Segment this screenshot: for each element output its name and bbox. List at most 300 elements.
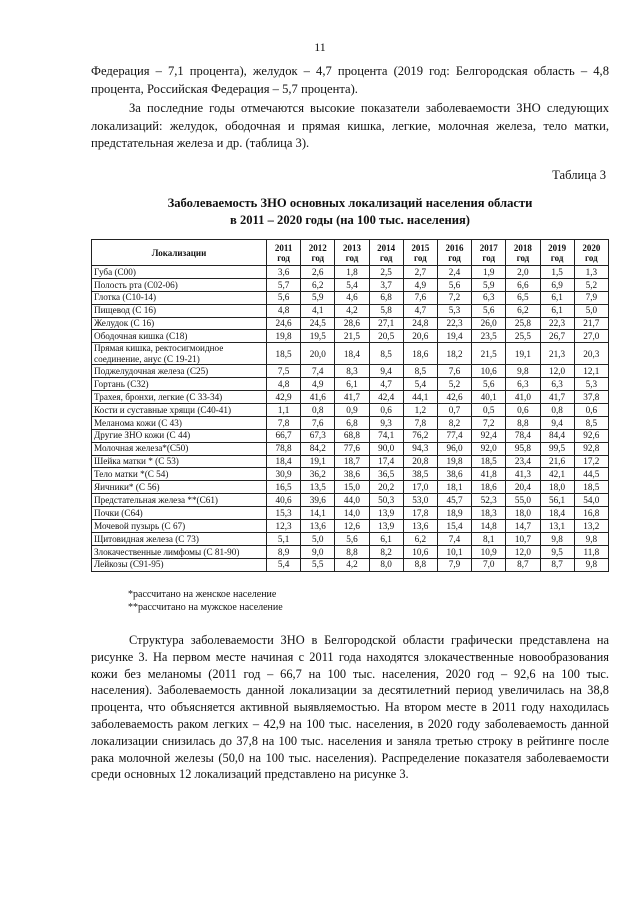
row-value: 6,3: [472, 291, 506, 304]
row-value: 12,0: [506, 545, 540, 558]
header-year-value: 2019: [548, 242, 567, 253]
header-year-unit: год: [379, 252, 393, 263]
row-value: 2,6: [301, 266, 335, 279]
row-value: 55,0: [506, 494, 540, 507]
row-value: 8,8: [403, 558, 437, 571]
row-value: 5,6: [437, 278, 471, 291]
row-value: 18,4: [267, 455, 301, 468]
row-value: 5,9: [472, 278, 506, 291]
row-value: 13,2: [574, 520, 608, 533]
row-localization: Желудок (С 16): [92, 317, 267, 330]
row-value: 5,3: [437, 304, 471, 317]
row-value: 0,6: [369, 404, 403, 417]
row-value: 13,9: [369, 507, 403, 520]
row-value: 84,4: [540, 429, 574, 442]
row-localization: Предстательная железа **(С61): [92, 494, 267, 507]
row-value: 7,9: [574, 291, 608, 304]
row-value: 20,4: [506, 481, 540, 494]
row-value: 6,1: [369, 532, 403, 545]
table-row: [92, 304, 609, 317]
row-value: 23,4: [506, 455, 540, 468]
row-value: 5,9: [301, 291, 335, 304]
row-value: 18,4: [335, 343, 369, 365]
table-row: [92, 416, 609, 429]
row-value: 8,5: [369, 343, 403, 365]
header-year-unit: год: [585, 252, 598, 263]
table-row: [92, 330, 609, 343]
row-value: 94,3: [403, 442, 437, 455]
row-value: 41,8: [472, 468, 506, 481]
table-row: [92, 442, 609, 455]
row-localization: Прямая кишка, ректосигмоидное соединение, анус (С 19-21): [92, 343, 267, 365]
incidence-table: [91, 239, 609, 572]
header-year-unit: год: [448, 252, 461, 263]
row-value: 14,7: [506, 520, 540, 533]
row-value: 6,5: [506, 291, 540, 304]
table-title-line-2: в 2011 – 2020 годы (на 100 тыс. населения): [230, 213, 470, 227]
row-value: 20,3: [574, 343, 608, 365]
row-value: 20,6: [403, 330, 437, 343]
header-year-value: 2014: [377, 242, 396, 253]
header-year-unit: год: [277, 252, 290, 263]
table-title: [91, 195, 609, 229]
row-value: 17,4: [369, 455, 403, 468]
header-year-value: 2016: [445, 242, 464, 253]
row-value: 19,8: [437, 455, 471, 468]
row-localization: Молочная железа*(С50): [92, 442, 267, 455]
row-value: 3,6: [267, 266, 301, 279]
header-localization: Локализации: [92, 240, 267, 266]
row-value: 21,6: [540, 455, 574, 468]
row-value: 74,1: [369, 429, 403, 442]
paragraph-3: Структура заболеваемости ЗНО в Белгородской области графически представлена на рисунке 3. На первом месте начиная с 2011 года находятся злокачественные новообразования кожи без меланомы (2011 год – 66,7 на 100 тыс. населения, 2020 год – 92,6 на 100 тыс. населения). Заболеваемость данной локализации за десятилетний период увеличилась на 38,8 процента, что объясняется активной выявляемостью. На втором месте в 2011 году находилась заболеваемость раком легких – 42,9 на 100 тыс. населения, в 2020 году заболеваемость данной локализации снизилась до 37,8 на 100 тыс. населения и заняла третью строку в рейтинге после рака молочной железы (50,0 на 100 тыс. населения). Распределение показателя заболеваемости среди основных 12 локализаций представлено на рисунке 3.: [91, 633, 609, 782]
row-value: 6,3: [506, 378, 540, 391]
row-value: 78,4: [506, 429, 540, 442]
header-year-unit: год: [345, 252, 359, 263]
row-value: 18,5: [267, 343, 301, 365]
row-value: 7,2: [472, 416, 506, 429]
table-row: [92, 545, 609, 558]
row-value: 90,0: [369, 442, 403, 455]
row-value: 4,8: [267, 304, 301, 317]
row-value: 38,6: [335, 468, 369, 481]
row-value: 13,6: [301, 520, 335, 533]
row-value: 6,2: [506, 304, 540, 317]
row-value: 9,8: [540, 532, 574, 545]
row-value: 77,6: [335, 442, 369, 455]
header-year-unit: год: [414, 252, 427, 263]
row-value: 0,7: [437, 404, 471, 417]
row-value: 9,4: [540, 416, 574, 429]
header-year: [335, 240, 369, 266]
header-year: [437, 240, 471, 266]
row-value: 18,5: [472, 455, 506, 468]
row-value: 5,4: [267, 558, 301, 571]
row-value: 13,5: [301, 481, 335, 494]
row-value: 42,6: [437, 391, 471, 404]
row-value: 4,9: [403, 278, 437, 291]
row-value: 16,5: [267, 481, 301, 494]
row-value: 0,9: [335, 404, 369, 417]
row-value: 96,0: [437, 442, 471, 455]
row-value: 12,1: [574, 365, 608, 378]
row-value: 10,9: [472, 545, 506, 558]
row-value: 9,4: [369, 365, 403, 378]
row-value: 54,0: [574, 494, 608, 507]
row-value: 14,0: [335, 507, 369, 520]
row-value: 77,4: [437, 429, 471, 442]
table-row: [92, 317, 609, 330]
row-value: 2,0: [506, 266, 540, 279]
row-value: 9,8: [574, 532, 608, 545]
table-title-line-1: Заболеваемость ЗНО основных локализаций населения области: [167, 196, 533, 210]
row-value: 92,8: [574, 442, 608, 455]
row-value: 24,6: [267, 317, 301, 330]
row-value: 1,2: [403, 404, 437, 417]
row-value: 8,9: [267, 545, 301, 558]
row-value: 0,6: [574, 404, 608, 417]
row-value: 38,6: [437, 468, 471, 481]
row-value: 6,2: [403, 532, 437, 545]
row-value: 7,0: [472, 558, 506, 571]
row-value: 9,8: [506, 365, 540, 378]
row-value: 7,4: [301, 365, 335, 378]
row-value: 5,4: [335, 278, 369, 291]
table-row: [92, 455, 609, 468]
row-value: 7,2: [437, 291, 471, 304]
table-row: [92, 391, 609, 404]
row-value: 5,2: [437, 378, 471, 391]
row-value: 42,9: [267, 391, 301, 404]
row-value: 19,8: [267, 330, 301, 343]
row-value: 52,3: [472, 494, 506, 507]
row-value: 14,1: [301, 507, 335, 520]
row-value: 9,0: [301, 545, 335, 558]
header-year-value: 2020: [582, 242, 601, 253]
row-value: 92,6: [574, 429, 608, 442]
row-value: 5,6: [472, 304, 506, 317]
row-value: 6,1: [335, 378, 369, 391]
row-value: 7,9: [437, 558, 471, 571]
row-value: 4,9: [301, 378, 335, 391]
table-row: [92, 266, 609, 279]
header-year: [267, 240, 301, 266]
row-value: 10,6: [472, 365, 506, 378]
row-value: 9,5: [540, 545, 574, 558]
header-year: [574, 240, 608, 266]
row-value: 9,8: [574, 558, 608, 571]
row-value: 0,5: [472, 404, 506, 417]
row-value: 19,1: [301, 455, 335, 468]
row-value: 8,8: [506, 416, 540, 429]
table-row: [92, 365, 609, 378]
row-value: 18,0: [540, 481, 574, 494]
row-value: 18,9: [437, 507, 471, 520]
row-value: 10,6: [403, 545, 437, 558]
note-male: **рассчитано на мужское население: [128, 602, 283, 613]
row-localization: Гортань (С32): [92, 378, 267, 391]
row-value: 0,6: [506, 404, 540, 417]
row-value: 50,3: [369, 494, 403, 507]
header-year: [403, 240, 437, 266]
row-value: 12,3: [267, 520, 301, 533]
table-row: [92, 343, 609, 365]
row-value: 7,8: [403, 416, 437, 429]
row-value: 6,8: [369, 291, 403, 304]
row-value: 8,5: [574, 416, 608, 429]
table-row: [92, 507, 609, 520]
row-value: 16,8: [574, 507, 608, 520]
row-value: 24,5: [301, 317, 335, 330]
row-value: 5,3: [574, 378, 608, 391]
row-value: 8,2: [369, 545, 403, 558]
row-value: 1,8: [335, 266, 369, 279]
header-year: [301, 240, 335, 266]
row-localization: Меланома кожи (С 43): [92, 416, 267, 429]
row-localization: Пищевод (С 16): [92, 304, 267, 317]
row-value: 66,7: [267, 429, 301, 442]
row-value: 4,2: [335, 304, 369, 317]
row-value: 37,8: [574, 391, 608, 404]
row-value: 18,5: [574, 481, 608, 494]
row-value: 20,8: [403, 455, 437, 468]
row-value: 9,3: [369, 416, 403, 429]
row-value: 84,2: [301, 442, 335, 455]
row-value: 68,8: [335, 429, 369, 442]
row-value: 15,0: [335, 481, 369, 494]
row-value: 17,0: [403, 481, 437, 494]
row-value: 8,2: [437, 416, 471, 429]
row-value: 8,7: [506, 558, 540, 571]
table-row: [92, 520, 609, 533]
row-value: 4,7: [369, 378, 403, 391]
table-header-row: [92, 240, 609, 266]
row-value: 17,8: [403, 507, 437, 520]
header-year-value: 2013: [342, 242, 361, 253]
row-value: 41,7: [540, 391, 574, 404]
row-localization: Почки (С64): [92, 507, 267, 520]
row-localization: Злокачественные лимфомы (С 81-90): [92, 545, 267, 558]
row-value: 67,3: [301, 429, 335, 442]
row-value: 36,2: [301, 468, 335, 481]
table-row: [92, 429, 609, 442]
table-notes: [128, 588, 283, 614]
row-value: 44,0: [335, 494, 369, 507]
row-value: 6,6: [506, 278, 540, 291]
row-value: 12,0: [540, 365, 574, 378]
row-value: 6,9: [540, 278, 574, 291]
row-value: 5,0: [301, 532, 335, 545]
row-value: 40,1: [472, 391, 506, 404]
header-year-value: 2015: [411, 242, 430, 253]
row-value: 5,0: [574, 304, 608, 317]
paragraph-1: Федерация – 7,1 процента), желудок – 4,7 процента (2019 год: Белгородская область – 4,8 процента, Российская Федерация – 5,7 процента).: [91, 64, 609, 96]
header-year-unit: год: [516, 252, 530, 263]
row-value: 8,0: [369, 558, 403, 571]
row-value: 18,0: [506, 507, 540, 520]
row-value: 6,8: [335, 416, 369, 429]
row-value: 19,4: [437, 330, 471, 343]
row-value: 7,8: [267, 416, 301, 429]
row-value: 18,7: [335, 455, 369, 468]
row-value: 4,7: [403, 304, 437, 317]
table-row: [92, 558, 609, 571]
header-year-value: 2012: [308, 242, 327, 253]
row-value: 23,5: [472, 330, 506, 343]
row-value: 1,5: [540, 266, 574, 279]
row-value: 92,0: [472, 442, 506, 455]
row-value: 5,6: [472, 378, 506, 391]
row-value: 10,7: [506, 532, 540, 545]
row-value: 17,2: [574, 455, 608, 468]
row-value: 25,8: [506, 317, 540, 330]
row-value: 5,4: [403, 378, 437, 391]
row-value: 13,9: [369, 520, 403, 533]
row-value: 4,1: [301, 304, 335, 317]
row-value: 40,6: [267, 494, 301, 507]
row-value: 24,8: [403, 317, 437, 330]
row-value: 26,0: [472, 317, 506, 330]
row-value: 21,5: [472, 343, 506, 365]
row-value: 76,2: [403, 429, 437, 442]
row-value: 6,1: [540, 304, 574, 317]
row-value: 19,5: [301, 330, 335, 343]
row-value: 41,6: [301, 391, 335, 404]
row-value: 42,4: [369, 391, 403, 404]
row-value: 39,6: [301, 494, 335, 507]
row-value: 1,3: [574, 266, 608, 279]
row-value: 2,7: [403, 266, 437, 279]
row-value: 20,5: [369, 330, 403, 343]
row-value: 41,0: [506, 391, 540, 404]
row-localization: Поджелудочная железа (С25): [92, 365, 267, 378]
row-value: 8,7: [540, 558, 574, 571]
row-value: 11,8: [574, 545, 608, 558]
row-value: 20,2: [369, 481, 403, 494]
row-value: 5,7: [267, 278, 301, 291]
row-value: 21,3: [540, 343, 574, 365]
row-value: 7,6: [437, 365, 471, 378]
table-row: [92, 481, 609, 494]
row-localization: Щитовидная железа (С 73): [92, 532, 267, 545]
header-year-value: 2018: [513, 242, 532, 253]
row-value: 56,1: [540, 494, 574, 507]
header-year: [472, 240, 506, 266]
row-value: 44,5: [574, 468, 608, 481]
row-value: 26,7: [540, 330, 574, 343]
row-value: 14,8: [472, 520, 506, 533]
row-value: 7,6: [301, 416, 335, 429]
row-value: 7,6: [403, 291, 437, 304]
row-value: 53,0: [403, 494, 437, 507]
table-body: [92, 266, 609, 572]
paragraph-2: За последние годы отмечаются высокие показатели заболеваемости ЗНО следующих локализаций: желудок, ободочная и прямая кишка, легкие, молочная железа, тело матки, предстательная железа и др. (таблица 3).: [91, 101, 609, 150]
row-value: 6,2: [301, 278, 335, 291]
table-row: [92, 291, 609, 304]
row-value: 7,5: [267, 365, 301, 378]
row-value: 5,6: [335, 532, 369, 545]
row-value: 28,6: [335, 317, 369, 330]
row-value: 1,1: [267, 404, 301, 417]
header-year-value: 2011: [274, 242, 293, 253]
row-value: 78,8: [267, 442, 301, 455]
row-localization: Глотка (С10-14): [92, 291, 267, 304]
table-row: [92, 278, 609, 291]
row-localization: Яичники* (С 56): [92, 481, 267, 494]
table-row: [92, 532, 609, 545]
row-localization: Ободочная кишка (С18): [92, 330, 267, 343]
header-year: [369, 240, 403, 266]
row-value: 0,8: [301, 404, 335, 417]
row-localization: Трахея, бронхи, легкие (С 33-34): [92, 391, 267, 404]
header-year-unit: год: [550, 252, 564, 263]
row-value: 10,1: [437, 545, 471, 558]
row-value: 8,5: [403, 365, 437, 378]
row-localization: Кости и суставные хрящи (С40-41): [92, 404, 267, 417]
row-value: 13,1: [540, 520, 574, 533]
row-value: 8,3: [335, 365, 369, 378]
row-value: 27,0: [574, 330, 608, 343]
row-localization: Лейкозы (С91-95): [92, 558, 267, 571]
row-value: 6,1: [540, 291, 574, 304]
row-value: 5,5: [301, 558, 335, 571]
row-value: 21,5: [335, 330, 369, 343]
row-localization: Тело матки *(С 54): [92, 468, 267, 481]
row-value: 15,4: [437, 520, 471, 533]
table-row: [92, 468, 609, 481]
table-label: Таблица 3: [552, 168, 606, 182]
row-value: 13,6: [403, 520, 437, 533]
row-value: 12,6: [335, 520, 369, 533]
row-value: 5,2: [574, 278, 608, 291]
row-value: 36,5: [369, 468, 403, 481]
row-value: 20,0: [301, 343, 335, 365]
header-year-value: 2017: [479, 242, 498, 253]
row-value: 5,8: [369, 304, 403, 317]
row-value: 3,7: [369, 278, 403, 291]
table-row: [92, 378, 609, 391]
row-value: 8,1: [472, 532, 506, 545]
row-value: 19,1: [506, 343, 540, 365]
row-value: 22,3: [540, 317, 574, 330]
row-value: 18,2: [437, 343, 471, 365]
row-localization: Другие ЗНО кожи (С 44): [92, 429, 267, 442]
row-value: 18,3: [472, 507, 506, 520]
row-value: 5,1: [267, 532, 301, 545]
row-value: 41,3: [506, 468, 540, 481]
header-year: [540, 240, 574, 266]
row-value: 1,9: [472, 266, 506, 279]
table-row: [92, 494, 609, 507]
row-value: 7,4: [437, 532, 471, 545]
table-row: [92, 404, 609, 417]
row-value: 42,1: [540, 468, 574, 481]
row-value: 21,7: [574, 317, 608, 330]
row-value: 95,8: [506, 442, 540, 455]
row-localization: Полость рта (С02-06): [92, 278, 267, 291]
row-localization: Мочевой пузырь (С 67): [92, 520, 267, 533]
header-year-unit: год: [311, 252, 325, 263]
row-value: 38,5: [403, 468, 437, 481]
row-value: 5,6: [267, 291, 301, 304]
row-value: 15,3: [267, 507, 301, 520]
row-value: 92,4: [472, 429, 506, 442]
row-localization: Шейка матки * (С 53): [92, 455, 267, 468]
row-value: 2,4: [437, 266, 471, 279]
row-value: 4,6: [335, 291, 369, 304]
row-value: 45,7: [437, 494, 471, 507]
row-value: 18,6: [472, 481, 506, 494]
